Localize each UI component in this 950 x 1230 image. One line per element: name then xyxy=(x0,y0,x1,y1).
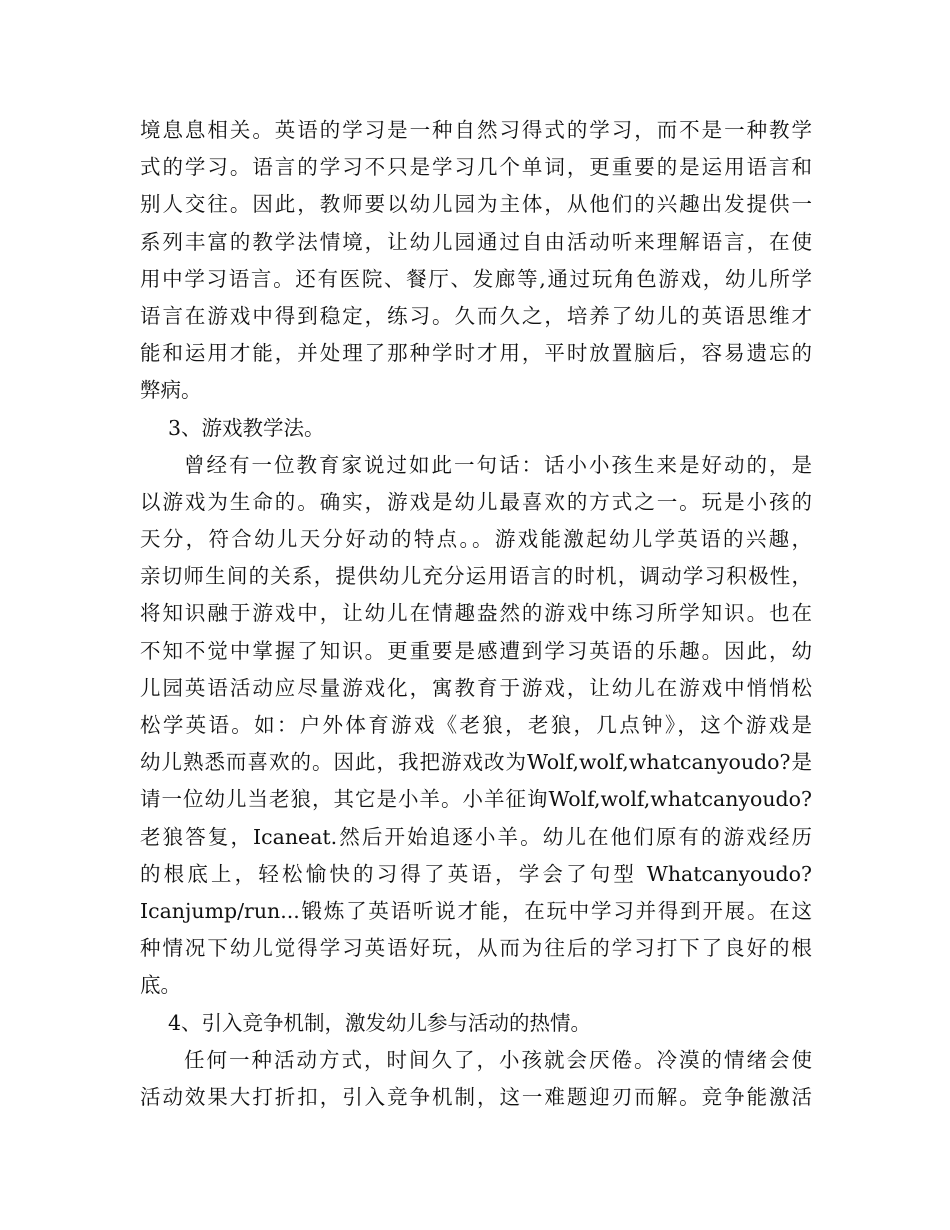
section-heading: 3、游戏教学法。 xyxy=(168,415,325,440)
text-line: 儿园英语活动应尽量游戏化，寓教育于游戏，让幼儿在游戏中悄悄松 xyxy=(140,675,812,700)
text-line: 式的学习。语言的学习不只是学习几个单词，更重要的是运用语言和 xyxy=(140,155,812,180)
paragraph-1 xyxy=(140,112,812,410)
text-line: 幼儿熟悉而喜欢的。因此，我把游戏改为Wolf,wolf,whatcanyoudo?是 xyxy=(140,750,812,775)
text-line: 别人交往。因此，教师要以幼儿园为主体，从他们的兴趣出发提供一 xyxy=(140,192,812,217)
text-line: 用中学习语言。还有医院、餐厅、发廊等,通过玩角色游戏，幼儿所学 xyxy=(140,266,812,291)
paragraph-3 xyxy=(140,1042,812,1116)
text-line: 系列丰富的教学法情境，让幼儿园通过自由活动听来理解语言，在使 xyxy=(140,229,812,254)
text-line: 底。 xyxy=(140,973,181,998)
document-body xyxy=(140,112,812,1116)
text-line: 松学英语。如：户外体育游戏《老狼，老狼，几点钟》，这个游戏是 xyxy=(140,713,812,737)
text-line: 活动效果大打折扣，引入竞争机制，这一难题迎刃而解。竞争能激活 xyxy=(140,1084,812,1109)
text-line: 以游戏为生命的。确实，游戏是幼儿最喜欢的方式之一。玩是小孩的 xyxy=(140,489,812,514)
text-line: 任何一种活动方式，时间久了，小孩就会厌倦。冷漠的情绪会使 xyxy=(184,1047,812,1072)
text-line: 境息息相关。英语的学习是一种自然习得式的学习，而不是一种教学 xyxy=(140,118,812,142)
text-line: 天分，符合幼儿天分好动的特点。。游戏能激起幼儿学英语的兴趣， xyxy=(140,527,812,552)
paragraph-2 xyxy=(140,447,812,1005)
text-line: 将知识融于游戏中，让幼儿在情趣盎然的游戏中练习所学知识。也在 xyxy=(140,601,812,626)
text-line: 亲切师生间的关系，提供幼儿充分运用语言的时机，调动学习积极性， xyxy=(140,564,812,589)
section-heading: 4、引入竞争机制，激发幼儿参与活动的热情。 xyxy=(168,1010,592,1035)
section-heading-4 xyxy=(140,1005,812,1042)
text-line: Icanjump/run...锻炼了英语听说才能，在玩中学习并得到开展。在这 xyxy=(140,898,812,923)
text-line: 老狼答复，Icaneat.然后开始追逐小羊。幼儿在他们原有的游戏经历 xyxy=(140,824,812,849)
text-line: 能和运用才能，并处理了那种学时才用，平时放置脑后，容易遗忘的 xyxy=(140,341,812,366)
text-line: 种情况下幼儿觉得学习英语好玩，从而为往后的学习打下了良好的根 xyxy=(140,936,812,961)
text-line: 的根底上，轻松愉快的习得了英语，学会了句型 Whatcanyoudo? xyxy=(140,861,812,886)
text-line: 不知不觉中掌握了知识。更重要是感遭到学习英语的乐趣。因此，幼 xyxy=(140,638,812,663)
text-line: 请一位幼儿当老狼，其它是小羊。小羊征询Wolf,wolf,whatcanyoudo? xyxy=(140,787,812,812)
text-line: 弊病。 xyxy=(140,378,202,403)
text-line: 语言在游戏中得到稳定，练习。久而久之，培养了幼儿的英语思维才 xyxy=(140,303,812,328)
text-line: 曾经有一位教育家说过如此一句话：话小小孩生来是好动的，是 xyxy=(184,452,812,477)
section-heading-3 xyxy=(140,410,812,447)
